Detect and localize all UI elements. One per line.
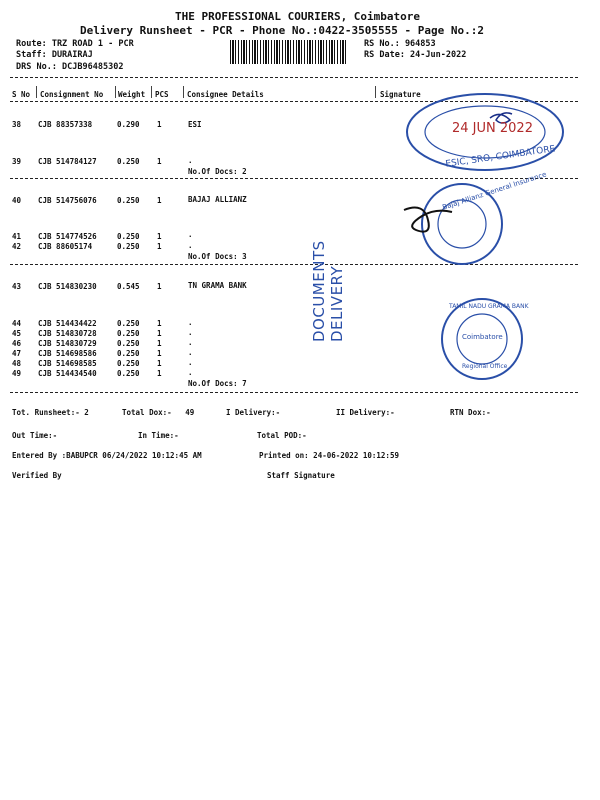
grama-stamp-center: Coimbatore [462,333,503,341]
row-43-det: TN GRAMA BANK [188,281,247,290]
row-47-cons: CJB 514698586 [38,349,97,358]
row-40-pcs: 1 [157,196,162,205]
col-pcs: PCS [155,90,169,99]
rtn-dox: RTN Dox:- [450,408,491,417]
grama-stamp-ring: TAMIL NADU GRAMA BANK [449,303,529,310]
row-48-pcs: 1 [157,359,162,368]
row-45-wt: 0.250 [117,329,140,338]
row-49-cons: CJB 514434540 [38,369,97,378]
row-42-sno: 42 [12,242,22,251]
staff-label: Staff: DURAIRAJ [16,50,93,60]
row-38-wt: 0.290 [117,120,140,129]
row-38-pcs: 1 [157,120,162,129]
company-title: THE PROFESSIONAL COURIERS, Coimbatore [175,10,421,23]
row-44-cons: CJB 514434422 [38,319,97,328]
in-time: In Time:- [138,431,179,440]
entered-by: Entered By :BABUPCR 06/24/2022 10:12:45 AM [12,451,202,460]
row-38-sno: 38 [12,120,22,129]
row-44-pcs: 1 [157,319,162,328]
ii-delivery: II Delivery:- [336,408,395,417]
row-43-sno: 43 [12,282,22,291]
row-44-det: . [188,318,193,327]
row-38-det: ESI [188,120,202,129]
row-40-wt: 0.250 [117,196,140,205]
row-41-det: . [188,230,193,239]
row-47-pcs: 1 [157,349,162,358]
row-39-pcs: 1 [157,157,162,166]
row-49-pcs: 1 [157,369,162,378]
row-48-cons: CJB 514698585 [38,359,97,368]
row-46-det: . [188,338,193,347]
total-pod: Total POD:- [257,431,307,440]
out-time: Out Time:- [12,431,58,440]
row-40-sno: 40 [12,196,22,205]
row-45-pcs: 1 [157,329,162,338]
row-41-wt: 0.250 [117,232,140,241]
i-delivery: I Delivery:- [226,408,281,417]
row-41-pcs: 1 [157,232,162,241]
divider [10,178,578,179]
staff-signature: Staff Signature [267,471,335,480]
esi-stamp-ring: ESIC, SRO, COIMBATORE [444,144,556,170]
row-46-pcs: 1 [157,339,162,348]
row-38-cons: CJB 88357338 [38,120,93,129]
printed-on: Printed on: 24-06-2022 10:12:59 [259,451,399,460]
row-40-det: BAJAJ ALLIANZ [188,195,247,204]
row-41-sno: 41 [12,232,22,241]
row-47-wt: 0.250 [117,349,140,358]
row-45-det: . [188,328,193,337]
row-42-pcs: 1 [157,242,162,251]
row-43-pcs: 1 [157,282,162,291]
rs-number: RS No.: 964853 [364,39,436,49]
esi-stamp-date: 24 JUN 2022 [452,121,533,136]
row-43-wt: 0.545 [117,282,140,291]
docs-count-3: No.Of Docs: 7 [188,379,247,388]
tot-runsheet: Tot. Runsheet:- 2 [12,408,89,417]
row-46-wt: 0.250 [117,339,140,348]
row-46-cons: CJB 514830729 [38,339,97,348]
row-43-cons: CJB 514830230 [38,282,97,291]
row-42-cons: CJB 88605174 [38,242,93,251]
col-signature: Signature [380,90,421,99]
row-48-wt: 0.250 [117,359,140,368]
row-45-sno: 45 [12,329,22,338]
row-42-det: . [188,241,193,250]
row-40-cons: CJB 514756076 [38,196,97,205]
row-44-wt: 0.250 [117,319,140,328]
row-49-det: . [188,368,193,377]
row-42-wt: 0.250 [117,242,140,251]
row-47-det: . [188,348,193,357]
docs-count-1: No.Of Docs: 2 [188,167,247,176]
row-41-cons: CJB 514774526 [38,232,97,241]
divider [10,392,578,393]
row-39-wt: 0.250 [117,157,140,166]
grama-stamp-sub: Regional Office [462,363,508,370]
drs-number: DRS No.: DCJB96485302 [16,62,124,72]
rs-date: RS Date: 24-Jun-2022 [364,50,467,60]
col-consignment: Consignment No [40,90,104,99]
row-44-sno: 44 [12,319,22,328]
docs-count-2: No.Of Docs: 3 [188,252,247,261]
row-49-sno: 49 [12,369,22,378]
row-46-sno: 46 [12,339,22,348]
barcode [230,40,348,64]
row-39-sno: 39 [12,157,22,166]
row-48-sno: 48 [12,359,22,368]
total-dox: Total Dox:- 49 [122,408,195,417]
row-48-det: . [188,358,193,367]
divider [10,77,578,78]
row-39-cons: CJB 514784127 [38,157,97,166]
runsheet-subtitle: Delivery Runsheet - PCR - Phone No.:0422-3505555 - Page No.:2 [80,24,484,37]
col-details: Consignee Details [187,90,264,99]
row-49-wt: 0.250 [117,369,140,378]
documents-delivery-stamp: DOCUMENTS DELIVERY [310,240,346,342]
col-sno: S No [12,90,31,99]
route-label: Route: TRZ ROAD 1 - PCR [16,39,134,49]
col-weight: Weight [118,90,146,99]
verified-by: Verified By [12,471,62,480]
row-47-sno: 47 [12,349,22,358]
bajaj-stamp-ring: Bajaj Allianz General Insurance [441,170,548,212]
row-45-cons: CJB 514830728 [38,329,97,338]
row-39-det: . [188,156,193,165]
